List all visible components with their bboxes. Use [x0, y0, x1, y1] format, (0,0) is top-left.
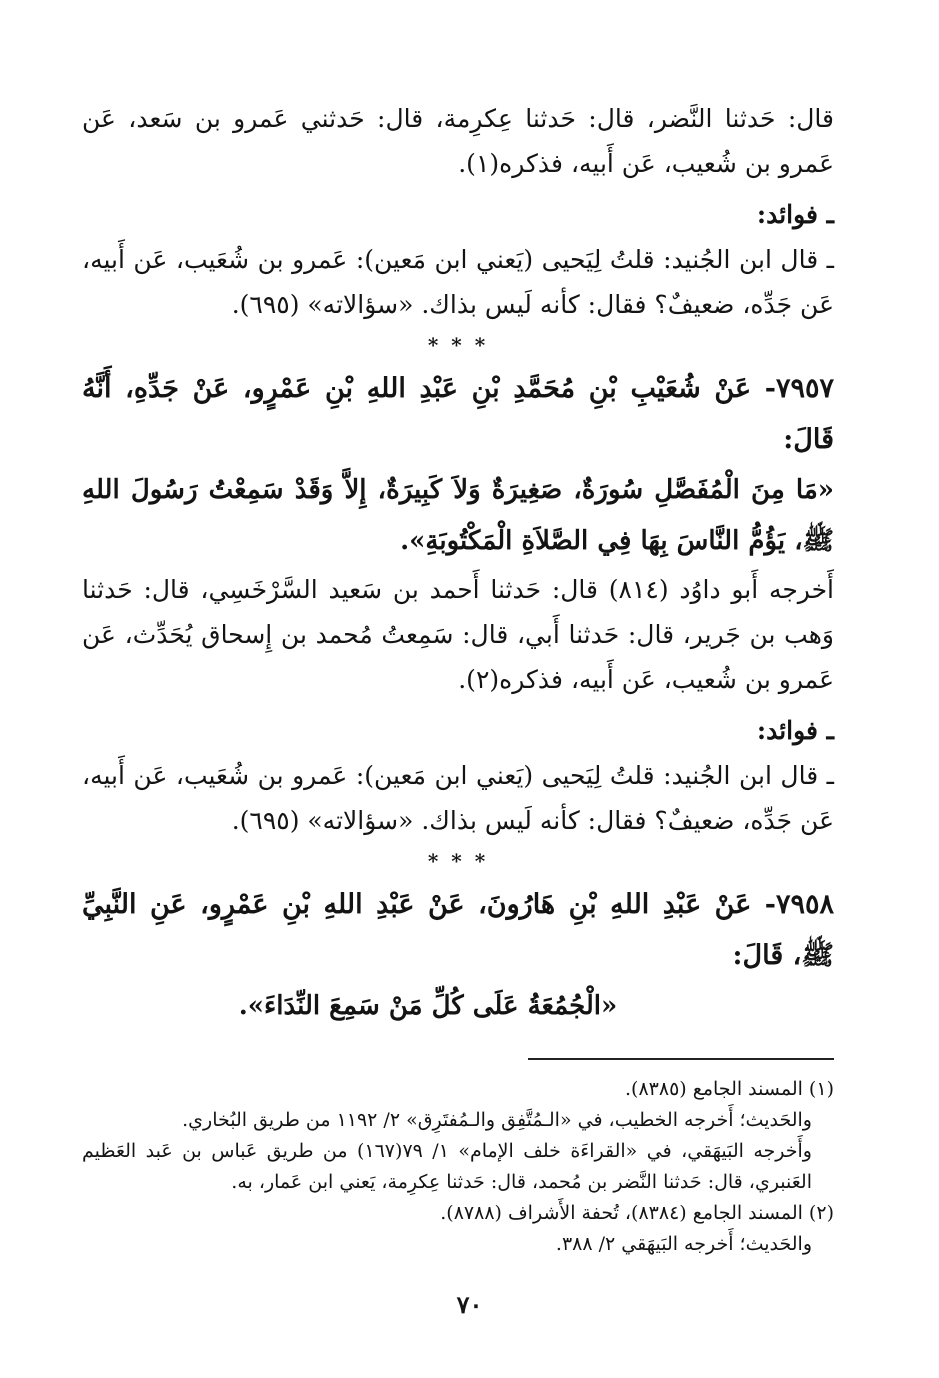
hadith-text: «الْجُمُعَةُ عَلَى كُلِّ مَنْ سَمِعَ النِّدَاءَ».: [238, 991, 618, 1021]
footnote: (٢) المسند الجامع (٨٣٨٤)، تُحفة الأَشراف (٨٧٨٨).: [440, 1202, 834, 1224]
footnotes: [82, 1074, 834, 1260]
page-number: ٧٠: [456, 1290, 483, 1319]
page-content: [82, 96, 834, 1260]
section-heading: ـ فوائد:: [756, 200, 834, 229]
footnote: والحَديث؛ أَخرجه البَيهَقي ٢/ ٣٨٨.: [555, 1233, 812, 1255]
footnote: وأَخرجه البَيهَقي، في «القراءَة خلف الإمام» ١/ ٧٩(١٦٧) من طريق عَباس بن عَبد العَظيم العَنبري، قال: حَدثنا النَّضر بن مُحمد، قال: حَدثنا عِكرِمة، يَعني ابن عَمار، به.: [82, 1140, 812, 1193]
hadith-text: «مَا مِنَ الْمُفَصَّلِ سُورَةٌ، صَغِيرَةٌ وَلاَ كَبِيرَةٌ، إِلاَّ وَقَدْ سَمِعْتُ رَسُولَ اللهِ ﷺ، يَؤُمُّ النَّاسَ بِهَا فِي الصَّلاَةِ الْمَكْتُوبَةِ».: [82, 475, 834, 556]
section-heading: ـ فوائد:: [756, 716, 834, 745]
hadith-header: ٧٩٥٧- عَنْ شُعَيْبِ بْنِ مُحَمَّدِ بْنِ عَبْدِ اللهِ بْنِ عَمْرٍو، عَنْ جَدِّهِ، أَنَّهُ قَالَ:: [82, 373, 834, 455]
section-separator: * * *: [427, 849, 489, 873]
section-separator: * * *: [427, 333, 489, 357]
paragraph: قال: حَدثنا النَّضر، قال: حَدثنا عِكرِمة، قال: حَدثني عَمرو بن سَعد، عَن عَمرو بن شُعيب، عَن أَبيه، فذكره(١).: [82, 104, 834, 178]
main-text: [82, 96, 834, 1032]
footnote-divider: [528, 1058, 834, 1060]
footnote: والحَديث؛ أَخرجه الخطيب، في «الـمُتَّفِق والـمُفتَرِق» ٢/ ١١٩٢ من طريق البُخاري.: [182, 1109, 812, 1131]
paragraph: ـ قال ابن الجُنيد: قلتُ لِيَحيى (يَعني ابن مَعين): عَمرو بن شُعَيب، عَن أَبيه، عَن جَدِّه، ضعيفٌ؟ فقال: كأنه لَيس بذاك. «سؤالاته» (٦٩٥).: [82, 245, 834, 319]
footnote: (١) المسند الجامع (٨٣٨٥).: [625, 1078, 834, 1100]
paragraph: ـ قال ابن الجُنيد: قلتُ لِيَحيى (يَعني ابن مَعين): عَمرو بن شُعَيب، عَن أَبيه، عَن جَدِّه، ضعيفٌ؟ فقال: كأنه لَيس بذاك. «سؤالاته» (٦٩٥).: [82, 761, 834, 835]
paragraph: أَخرجه أَبو داوُد (٨١٤) قال: حَدثنا أَحمد بن سَعيد السَّرْخَسِي، قال: حَدثنا وَهب بن جَرير، قال: حَدثنا أَبي، قال: سَمِعتُ مُحمد بن إِسحاق يُحَدِّث، عَن عَمرو بن شُعيب، عَن أَبيه، فذكره(٢).: [82, 575, 835, 694]
hadith-header: ٧٩٥٨- عَنْ عَبْدِ اللهِ بْنِ هَارُونَ، عَنْ عَبْدِ اللهِ بْنِ عَمْرٍو، عَنِ النَّبِيِّ ﷺ، قَالَ:: [82, 889, 834, 971]
